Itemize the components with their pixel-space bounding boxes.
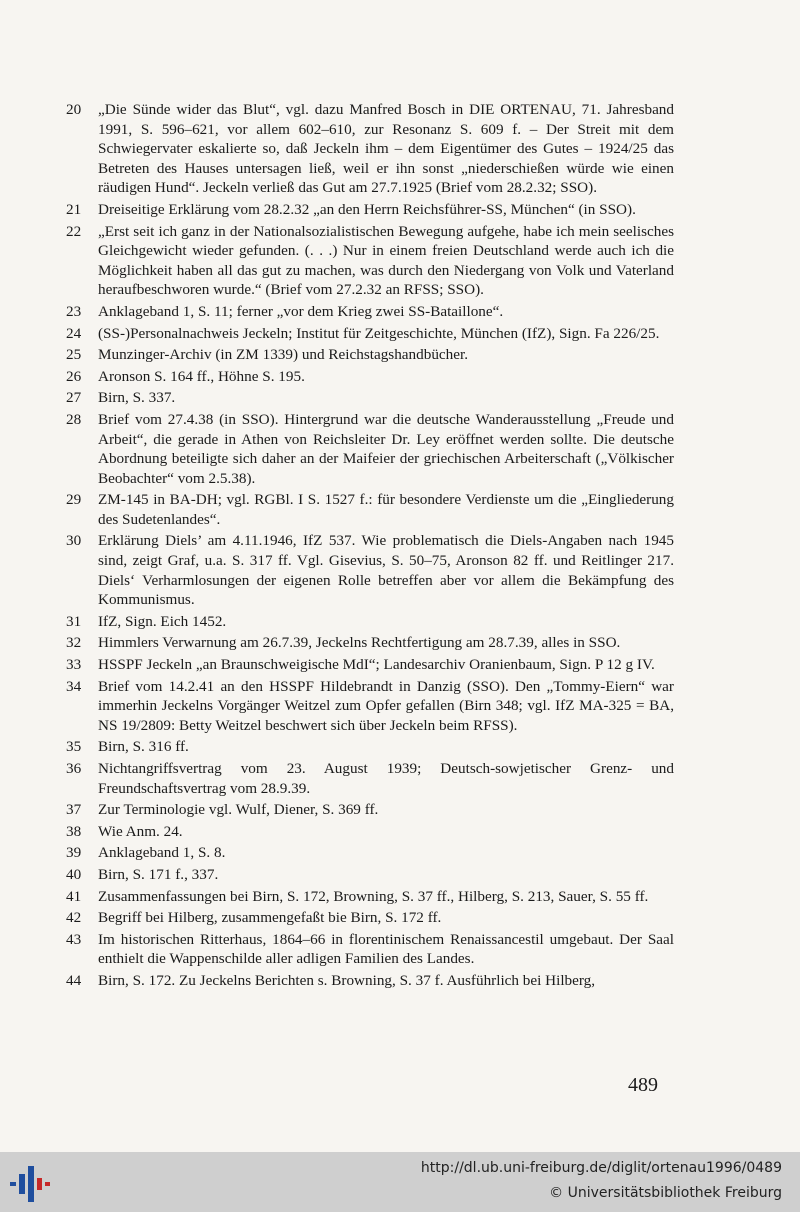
- footnote: [62, 633, 674, 653]
- footnote: [62, 200, 674, 220]
- footnote-number: 21: [66, 200, 82, 218]
- footnote-number: 34: [66, 677, 82, 695]
- footnote: [62, 345, 674, 365]
- footnote: [62, 388, 674, 408]
- footnote-text: Nichtangriffsvertrag vom 23. August 1939; Deutsch-sowjetischer Grenz- und Freundschaftsvertrag vom 28.9.39.: [98, 760, 674, 797]
- footnote-number: 23: [66, 302, 82, 320]
- footnote-text: ZM-145 in BA-DH; vgl. RGBl. I S. 1527 f.: für besondere Verdienste um die „Eingliederung des Sudetenlandes“.: [98, 491, 674, 528]
- footnote-number: 31: [66, 612, 82, 630]
- footnote-text: Anklageband 1, S. 11; ferner „vor dem Krieg zwei SS-Bataillone“.: [98, 302, 504, 320]
- footnote-number: 29: [66, 491, 82, 509]
- footnote-text: Aronson S. 164 ff., Höhne S. 195.: [98, 367, 305, 385]
- footnote: [62, 100, 674, 198]
- footnote: [62, 737, 674, 757]
- footnote-number: 20: [66, 101, 82, 118]
- footnote-text: Wie Anm. 24.: [98, 822, 183, 840]
- footnote: [62, 531, 674, 609]
- footnote-number: 44: [66, 971, 82, 989]
- footnote: [62, 930, 674, 969]
- footnote-number: 39: [66, 844, 82, 862]
- footnote-text: (SS-)Personalnachweis Jeckeln; Institut für Zeitgeschichte, München (IfZ), Sign. Fa 226/25.: [98, 324, 660, 342]
- footnote-number: 33: [66, 656, 82, 674]
- footnote-number: 24: [66, 324, 82, 342]
- footnote-number: 30: [66, 532, 82, 550]
- footnote-number: 40: [66, 865, 82, 883]
- footnote-text: Zur Terminologie vgl. Wulf, Diener, S. 369 ff.: [98, 801, 379, 819]
- footnote-number: 38: [66, 822, 82, 840]
- footnote-text: Birn, S. 171 f., 337.: [98, 865, 219, 883]
- footnote: [62, 490, 674, 529]
- footnote-number: 41: [66, 887, 82, 905]
- library-logo-icon: [8, 1164, 52, 1204]
- footnote-text: IfZ, Sign. Eich 1452.: [98, 612, 227, 630]
- footnote-text: Im historischen Ritterhaus, 1864–66 in florentinischem Renaissancestil umgebaut. Der Saal enthielt die Wappenschilde aller adligen Familien des Landes.: [98, 930, 674, 968]
- footnote: [62, 677, 674, 736]
- footnote-number: 35: [66, 738, 82, 756]
- footnote: [62, 759, 674, 798]
- footnote-number: 25: [66, 346, 82, 364]
- footnote-text: Munzinger-Archiv (in ZM 1339) und Reichstagshandbücher.: [98, 346, 469, 364]
- footnote: [62, 822, 674, 842]
- footnote-number: 36: [66, 760, 82, 777]
- footnote-text: Erklärung Diels’ am 4.11.1946, IfZ 537. Wie problematisch die Diels-Angaben nach 1945 sind, zeigt Graf, u.a. S. 317 ff. Vgl. Gisevius, S. 50–75, Aronson 82 ff. und Reitlinger 217. Diels‘ Verharmlosungen der eigenen Rolle betreffen aber vor allem die Bekämpfung des Kommunismus.: [98, 532, 674, 609]
- footnote: [62, 222, 674, 300]
- footer-url-link[interactable]: http://dl.ub.uni-freiburg.de/diglit/ortenau1996/0489: [420, 1160, 782, 1176]
- footnote-text: Zusammenfassungen bei Birn, S. 172, Browning, S. 37 ff., Hilberg, S. 213, Sauer, S. 55 ff.: [98, 887, 649, 905]
- footnote-text: Anklageband 1, S. 8.: [98, 844, 226, 862]
- footnote-text: Birn, S. 316 ff.: [98, 738, 189, 756]
- footnote-text: Brief vom 27.4.38 (in SSO). Hintergrund war die deutsche Wanderausstellung „Freude und Arbeit“, die gerade in Athen von Reichsleiter Dr. Ley eröffnet werden sollte. Die deutsche Abordnung beteiligte sich daher an der Maifeier der griechischen Arbeiterschaft („Völkischer Beobachter“ vom 2.5.38).: [98, 410, 674, 487]
- footnote: [62, 887, 674, 907]
- footnote-text: Dreiseitige Erklärung vom 28.2.32 „an den Herrn Reichsführer-SS, München“ (in SSO).: [98, 200, 636, 218]
- footnote: [62, 800, 674, 820]
- footnote: [62, 324, 674, 344]
- page-number: 489: [628, 1074, 658, 1096]
- footnote-text: Birn, S. 172. Zu Jeckelns Berichten s. Browning, S. 37 f. Ausführlich bei Hilberg,: [98, 971, 596, 989]
- footnote-text: Birn, S. 337.: [98, 389, 176, 407]
- footnote-text: „Erst seit ich ganz in der Nationalsozialistischen Bewegung aufgehe, habe ich mein seelisches Gleichgewicht wieder gefunden. (. . .) Nur in einem freien Deutschland werde auch ich die Möglichkeit haben all das gut zu machen, was durch den Niedergang von Volk und Vaterland heraufbeschworen wurde.“ (Brief vom 27.2.32 an RFSS; SSO).: [98, 222, 674, 299]
- footnote: [62, 302, 674, 322]
- footnote: [62, 865, 674, 885]
- footnote-number: 43: [66, 930, 82, 948]
- footnote-text: „Die Sünde wider das Blut“, vgl. dazu Manfred Bosch in DIE ORTENAU, 71. Jahresband 1991, S. 596–621, vor allem 602–610, zur Resonanz S. 609 f. – Der Streit mit dem Schwiegervater eskalierte so, daß Jeckeln ihm – dem Eigentümer des Gutes – 1924/25 das Betreten des Hauses untersagen ließ, weil er ihn sonst „niederschießen würde wie einen räudigen Hund“. Jeckeln verließ das Gut am 27.7.1925 (Brief vom 28.2.32; SSO).: [98, 101, 674, 197]
- footnote: [62, 843, 674, 863]
- footnote: [62, 971, 674, 991]
- footnote: [62, 612, 674, 632]
- footnote-text: Begriff bei Hilberg, zusammengefaßt bie Birn, S. 172 ff.: [98, 909, 442, 927]
- footnote: [62, 908, 674, 928]
- footer-copyright: © Universitätsbibliothek Freiburg: [549, 1185, 782, 1201]
- footnote-number: 32: [66, 634, 82, 652]
- footnote: [62, 410, 674, 488]
- footnote-text: Brief vom 14.2.41 an den HSSPF Hildebrandt in Danzig (SSO). Den „Tommy-Eiern“ war immerhin Jeckelns Vorgänger Weitzel zum Opfer gefallen (Birn 348; vgl. IfZ MA-325 = BA, NS 19/2809: Betty Weitzel beschwert sich über Jeckeln beim RFSS).: [98, 677, 674, 734]
- footnotes-list: [62, 100, 674, 993]
- footnote-number: 26: [66, 367, 82, 385]
- footnote-text: HSSPF Jeckeln „an Braunschweigische MdI“; Landesarchiv Oranienbaum, Sign. P 12 g IV.: [98, 656, 655, 674]
- footnote-number: 37: [66, 801, 82, 819]
- footnote-number: 22: [66, 222, 82, 240]
- footnote: [62, 655, 674, 675]
- footnote: [62, 367, 674, 387]
- footnote-text: Himmlers Verwarnung am 26.7.39, Jeckelns Rechtfertigung am 28.7.39, alles in SSO.: [98, 634, 621, 652]
- library-footer: [0, 1152, 800, 1212]
- footnote-number: 27: [66, 389, 82, 407]
- footnote-number: 28: [66, 410, 82, 428]
- footnote-number: 42: [66, 909, 82, 927]
